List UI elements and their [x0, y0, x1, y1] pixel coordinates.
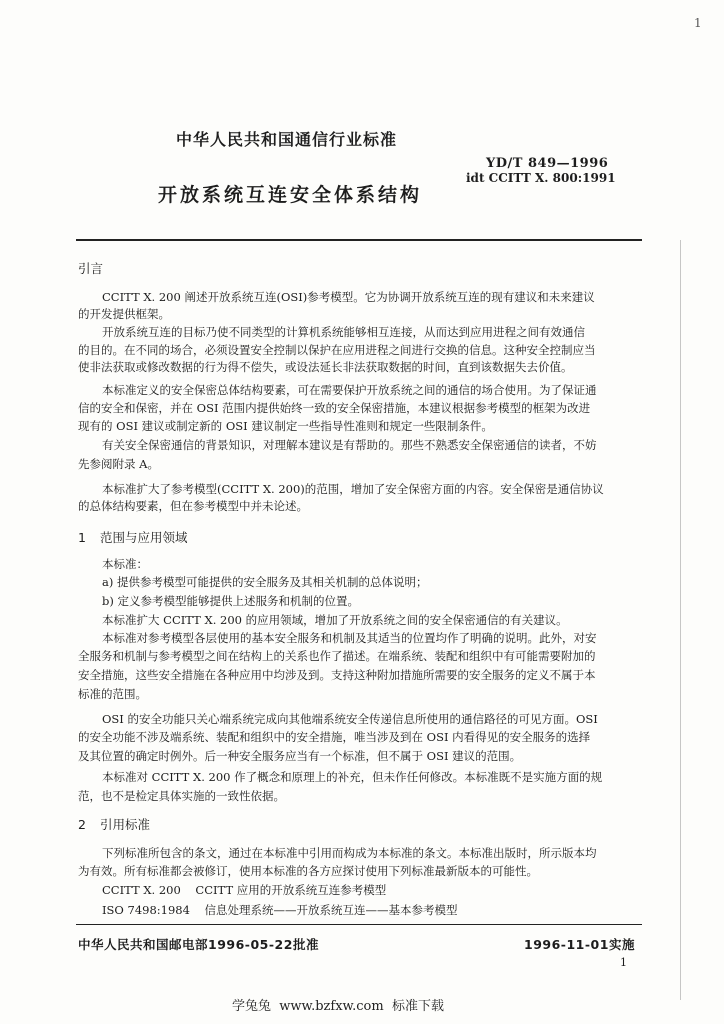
section-heading-scope: [78, 528, 188, 546]
site-watermark: 学兔兔 www.bzfxw.com 标准下载: [232, 999, 444, 1014]
references-line: 下列标准所包含的条文，通过在本标准中引用而构成为本标准的条文。本标准出版时，所示版本均: [102, 846, 597, 860]
scope-line: 及其位置的确定时例外。后一种安全服务应当有一个标准，但不属于 OSI 建议的范围。: [78, 749, 522, 763]
scope-line: 本标准对参考模型各层使用的基本安全服务和机制及其适当的位置均作了明确的说明。此外，对安: [102, 631, 597, 645]
intro-line: 使非法获取或修改数据的行为得不偿失，或设法延长非法获取数据的时间，直到该数据失去价值。: [78, 360, 573, 374]
scope-line: 全服务和机制与参考模型之间在结构上的关系也作了描述。在端系统、装配和组织中有可能需要附加的: [78, 649, 596, 663]
intro-line: 的目的。在不同的场合，必须设置安全控制以保护在应用进程之间进行交换的信息。这种安全控制应当: [78, 343, 596, 357]
scope-line: 标准的范围。: [78, 687, 147, 701]
intro-line: 有关安全保密通信的背景知识，对理解本建议是有帮助的。那些不熟悉安全保密通信的读者，不妨: [102, 438, 597, 452]
intro-line: 的开发提供框架。: [78, 307, 170, 321]
reference-item: ISO 7498:1984 信息处理系统——开放系统互连——基本参考模型: [102, 903, 458, 917]
intro-line: 的总体结构要素，但在参考模型中并未论述。: [78, 499, 308, 513]
scope-line: 范，也不是检定具体实施的一致性依据。: [78, 789, 285, 803]
footer-divider: [76, 924, 642, 925]
intro-line: CCITT X. 200 阐述开放系统互连(OSI)参考模型。它为协调开放系统互连的现有建议和未来建议: [102, 290, 595, 304]
reference-item: CCITT X. 200 CCITT 应用的开放系统互连参考模型: [102, 883, 387, 897]
scan-edge-line: [680, 240, 681, 1000]
section-heading-intro: 引言: [78, 261, 104, 276]
section-title: 范围与应用领域: [100, 530, 188, 545]
references-line: 为有效。所有标准都会被修订，使用本标准的各方应探讨使用下列标准最新版本的可能性。: [78, 864, 538, 878]
intro-line: 信的安全和保密，并在 OSI 范围内提供始终一致的安全保密措施，本建议根据参考模型的框架为改进: [78, 401, 591, 415]
scope-line: a) 提供参考模型可能提供的安全服务及其相关机制的总体说明；: [102, 575, 428, 589]
intro-line: 现有的 OSI 建议或制定新的 OSI 建议制定一些指导性准则和规定一些限制条件。: [78, 419, 493, 433]
section-title: 引用标准: [100, 817, 151, 832]
scope-line: b) 定义参考模型能够提供上述服务和机制的位置。: [102, 594, 360, 608]
intro-line: 本标准扩大了参考模型(CCITT X. 200)的范围，增加了安全保密方面的内容。安全保密是通信协议: [102, 482, 604, 496]
header-divider: [76, 239, 642, 241]
document-title: 开放系统互连安全体系结构: [158, 184, 423, 206]
intro-line: 本标准定义的安全保密总体结构要素，可在需要保护开放系统之间的通信的场合使用。为了保证通: [102, 383, 597, 397]
scope-line: 本标准：: [102, 557, 148, 571]
intro-line: 先参阅附录 A。: [78, 457, 159, 471]
scope-line: OSI 的安全功能只关心端系统完成向其他端系统安全传递信息所使用的通信路径的可见方面。OSI: [102, 712, 598, 726]
approval-statement: 中华人民共和国邮电部1996-05-22批准: [78, 937, 319, 952]
issuing-organization: 中华人民共和国通信行业标准: [176, 130, 398, 149]
scope-line: 本标准扩大 CCITT X. 200 的应用领域，增加了开放系统之间的安全保密通信的有关建议。: [102, 613, 568, 627]
scope-line: 安全措施，这些安全措施在各种应用中均涉及到。支持这种附加措施所需要的安全服务的定义不属于本: [78, 668, 596, 682]
section-number: 1: [78, 530, 86, 545]
implementation-date: 1996-11-01实施: [524, 937, 635, 952]
page-number: 1: [620, 956, 627, 969]
section-heading-references: [78, 815, 150, 833]
intro-line: 开放系统互连的目标乃使不同类型的计算机系统能够相互连接，从而达到应用进程之间有效通信: [102, 325, 585, 339]
scope-line: 的安全功能不涉及端系统、装配和组织中的安全措施，唯当涉及到在 OSI 内看得见的安全服务的选择: [78, 730, 591, 744]
section-number: 2: [78, 817, 86, 832]
standard-code: YD/T 849—1996: [486, 156, 609, 171]
equivalent-standard: idt CCITT X. 800:1991: [466, 171, 616, 185]
scope-line: 本标准对 CCITT X. 200 作了概念和原理上的补充，但未作任何修改。本标准既不是实施方面的规: [102, 770, 603, 784]
corner-mark: 1: [694, 16, 702, 30]
